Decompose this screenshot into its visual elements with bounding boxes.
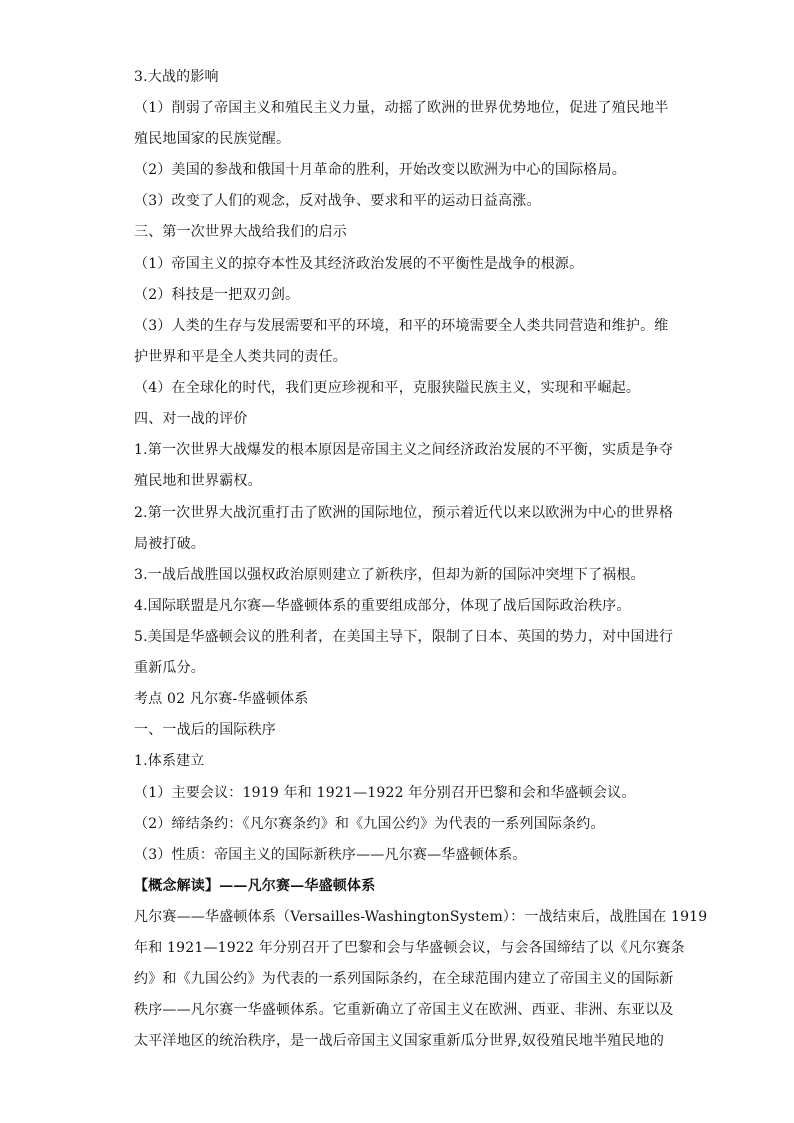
- paragraph-line: 5.美国是华盛顿会议的胜利者，在美国主导下，限制了日本、英国的势力，对中国进行: [134, 629, 674, 645]
- section-heading-postwar-order: 一、一战后的国际秩序: [134, 722, 276, 738]
- paragraph-line: 凡尔赛——华盛顿体系（Versailles-WashingtonSystem）：一战结束后，战胜国在 1919: [134, 909, 708, 925]
- paragraph-line: 重新瓜分。: [134, 660, 205, 676]
- paragraph-line: 太平洋地区的统治秩序，是一战后帝国主义国家重新瓜分世界,奴役殖民地半殖民地的: [134, 1033, 665, 1049]
- paragraph-line: 3.一战后战胜国以强权政治原则建立了新秩序，但却为新的国际冲突埋下了祸根。: [134, 567, 645, 583]
- paragraph-line: （1）帝国主义的掠夺本性及其经济政治发展的不平衡性是战争的根源。: [134, 256, 584, 272]
- paragraph-line: 年和 1921—1922 年分别召开了巴黎和会与华盛顿会议，与会各国缔结了以《凡尔赛条: [134, 940, 685, 956]
- paragraph-line: 约》和《九国公约》为代表的一系列国际条约，在全球范围内建立了帝国主义的国际新: [134, 971, 674, 987]
- paragraph-line: 局被打破。: [134, 536, 205, 552]
- section-heading-war-impact: 3.大战的影响: [134, 69, 219, 85]
- section-heading-lessons: 三、第一次世界大战给我们的启示: [134, 224, 347, 240]
- subheading-system-establishment: 1.体系建立: [134, 753, 205, 769]
- paragraph-line: 2.第一次世界大战沉重打击了欧洲的国际地位，预示着近代以来以欧洲为中心的世界格: [134, 505, 674, 521]
- paragraph-line: （3）性质：帝国主义的国际新秩序——凡尔赛—华盛顿体系。: [134, 847, 527, 863]
- paragraph-line: 1.第一次世界大战爆发的根本原因是帝国主义之间经济政治发展的不平衡，实质是争夺: [134, 442, 674, 458]
- paragraph-line: （2）科技是一把双刃剑。: [134, 287, 300, 303]
- paragraph-line: （1）削弱了帝国主义和殖民主义力量，动摇了欧洲的世界优势地位，促进了殖民地半: [134, 100, 669, 116]
- concept-heading: 【概念解读】——凡尔赛—华盛顿体系: [134, 878, 376, 894]
- paragraph-line: 殖民地国家的民族觉醒。: [134, 131, 291, 147]
- paragraph-line: （2）缔结条约：《凡尔赛条约》和《九国公约》为代表的一系列国际条约。: [134, 816, 605, 832]
- paragraph-line: （3）改变了人们的观念，反对战争、要求和平的运动日益高涨。: [134, 193, 541, 209]
- paragraph-line: 殖民地和世界霸权。: [134, 473, 262, 489]
- paragraph-line: （1）主要会议：1919 年和 1921—1922 年分别召开巴黎和会和华盛顿会议。: [134, 785, 636, 801]
- paragraph-line: （2）美国的参战和俄国十月革命的胜利，开始改变以欧洲为中心的国际格局。: [134, 162, 626, 178]
- section-heading-evaluation: 四、对一战的评价: [134, 411, 248, 427]
- paragraph-line: 护世界和平是全人类共同的责任。: [134, 349, 347, 365]
- paragraph-line: 4.国际联盟是凡尔赛—华盛顿体系的重要组成部分，体现了战后国际政治秩序。: [134, 598, 631, 614]
- paragraph-line: 秩序——凡尔赛一华盛顿体系。它重新确立了帝国主义在欧洲、西亚、非洲、东亚以及: [134, 1002, 674, 1018]
- paragraph-line: （3）人类的生存与发展需要和平的环境，和平的环境需要全人类共同营造和维护。维: [134, 318, 669, 334]
- paragraph-line: （4）在全球化的时代，我们更应珍视和平，克服狭隘民族主义，实现和平崛起。: [134, 380, 641, 396]
- topic-heading-versailles-washington: 考点 02 凡尔赛-华盛顿体系: [134, 691, 309, 707]
